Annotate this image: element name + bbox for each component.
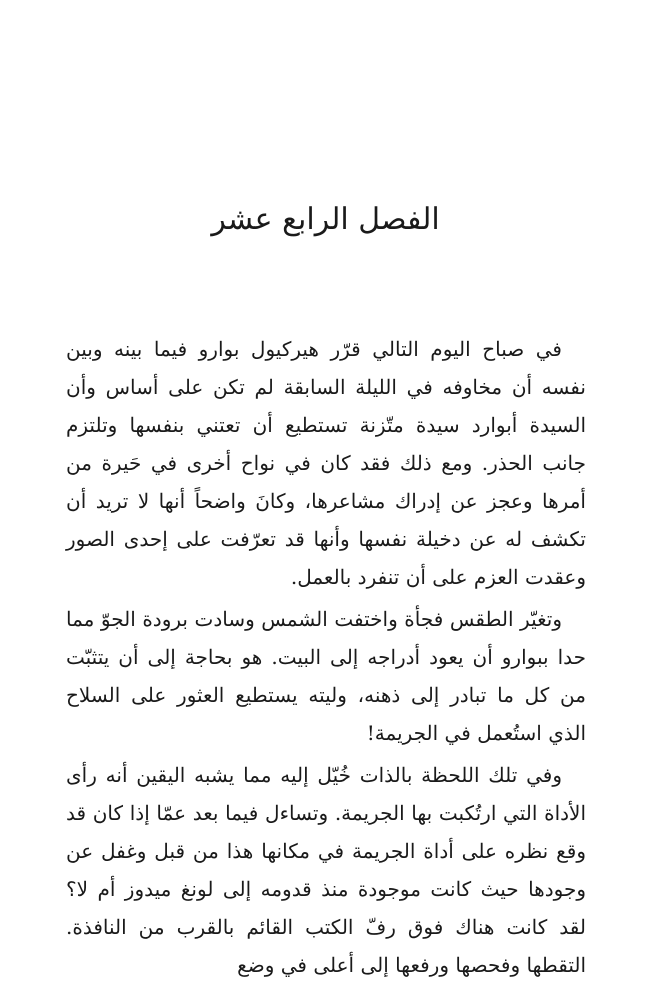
chapter-body (66, 330, 586, 988)
paragraph-3: وفي تلك اللحظة بالذات خُيّل إليه مما يشبه اليقين أنه رأى الأداة التي ارتُكبت بها الجريمة. وتساءل فيما بعد عمّا إذا كان قد وقع نظره على أداة الجريمة في مكانها هذا من قبل وغفل عن وجودها حيث كانت موجودة منذ قدومه إلى لونغ ميدوز أم لا؟ لقد كانت هناك فوق رفّ الكتب القائم بالقرب من النافذة. التقطها وفحصها ورفعها إلى أعلى في وضع (66, 763, 586, 977)
paragraph-1: في صباح اليوم التالي قرّر هيركيول بوارو فيما بينه وبين نفسه أن مخاوفه في الليلة السابقة لم تكن على أساس وأن السيدة أبوارد سيدة متّزنة تستطيع أن تعتني بنفسها وتلتزم جانب الحذر. ومع ذلك فقد كان في نواح أخرى في حَيرة من أمرها وعجز عن إدراك مشاعرها، وكانَ واضحاً أنها لا تريد أن تكشف له عن دخيلة نفسها وأنها قد تعرّفت على إحدى الصور وعقدت العزم على أن تنفرد بالعمل. (66, 337, 586, 589)
paragraph-2: وتغيّر الطقس فجأة واختفت الشمس وسادت برودة الجوّ مما حدا ببوارو أن يعود أدراجه إلى البيت. هو بحاجة إلى أن يتثبّت من كل ما تبادر إلى ذهنه، وليته يستطيع العثور على السلاح الذي استُعمل في الجريمة! (66, 607, 586, 745)
chapter-title: الفصل الرابع عشر (211, 202, 440, 237)
